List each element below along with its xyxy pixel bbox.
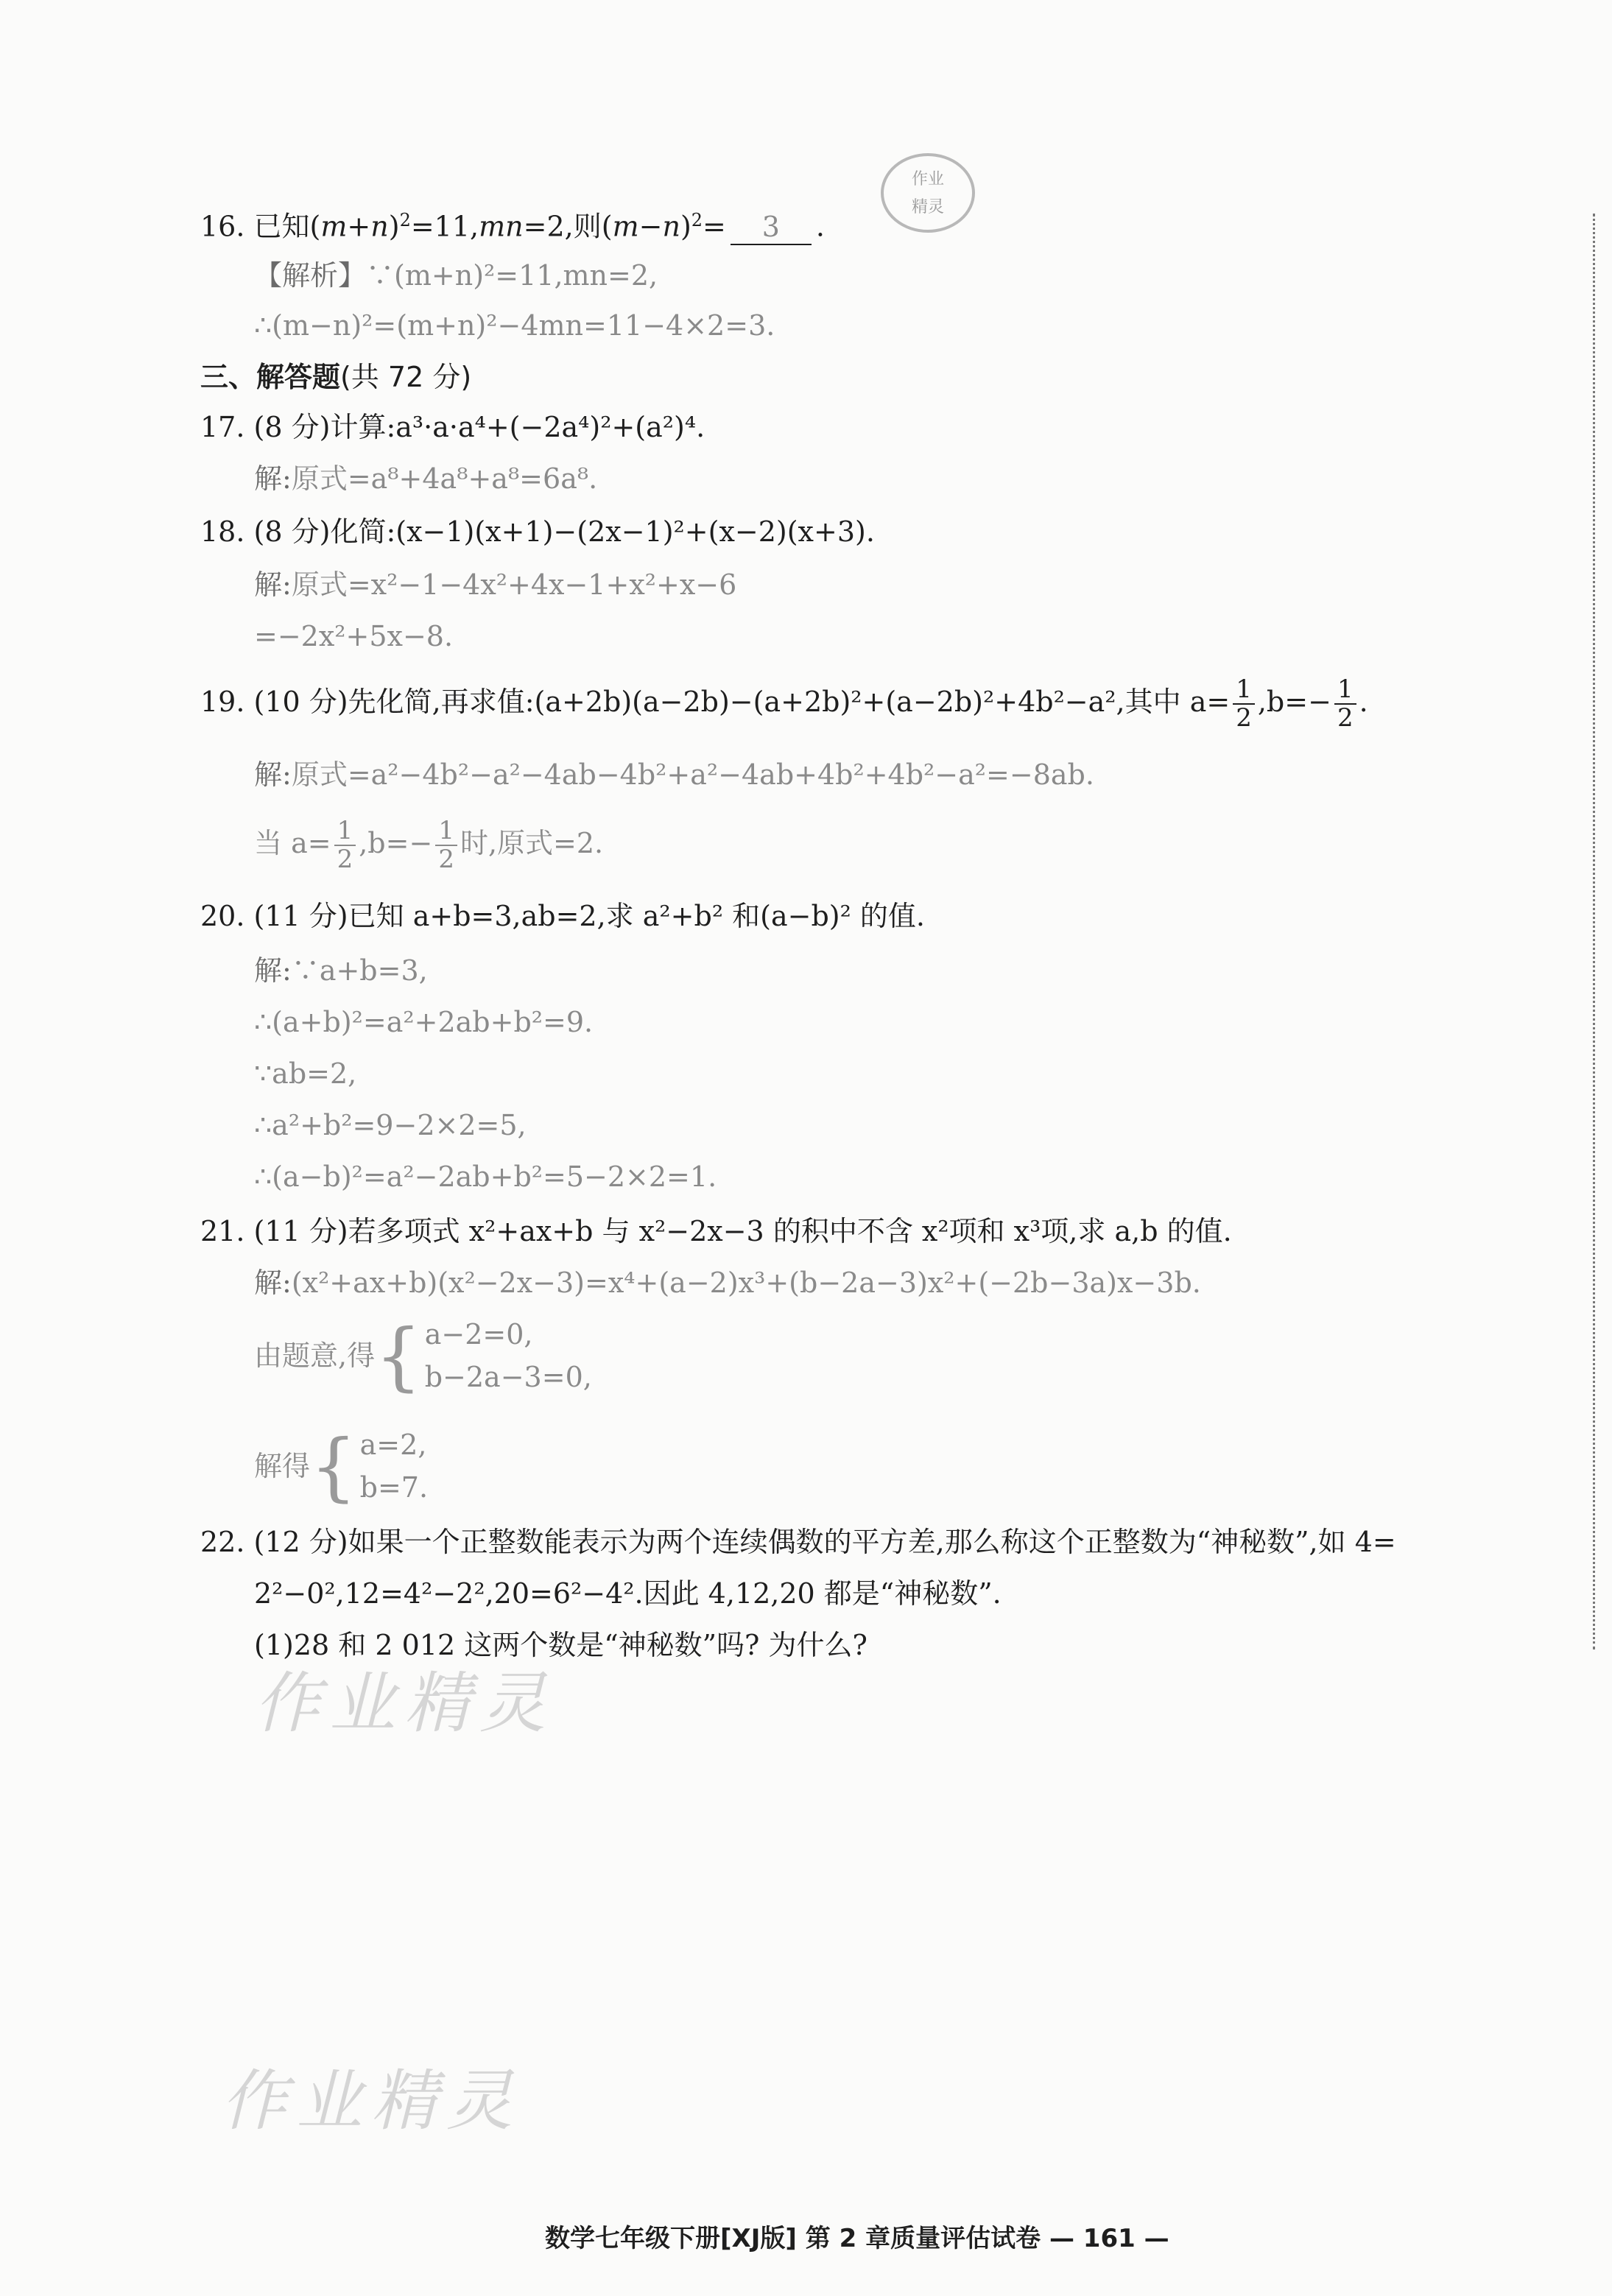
q21-sys2-brace: { [310, 1423, 357, 1510]
q21-text: (11 分)若多项式 x²+ax+b 与 x²−2x−3 的积中不含 x²项和 x³项,求 a,b 的值. [253, 1215, 1232, 1247]
q17-sol-tag: 解: [254, 462, 292, 495]
q18-line [200, 515, 875, 549]
q20-text: (11 分)已知 a+b=3,ab=2,求 a²+b² 和(a−b)² 的值. [253, 900, 925, 932]
q16-line: 16. 已知$(m+n)^2=11,mn=2$,则$(m-n)^2= 3$ . [200, 210, 825, 245]
q19-sol-text-1: 原式=a²−4b²−a²−4ab−4b²+a²−4ab+4b²+4b²−a²=−8ab. [291, 758, 1094, 791]
q19-line: 19. (10 分)先化简,再求值:(a+2b)(a−2b)−(a+2b)²+(a−2b)²+4b²−a²,其中 a= $\frac{1}{2}$ ,b=− $\frac{1}{2}$ . [200, 675, 1368, 733]
q20-sol-text-1: ∵a+b=3, [291, 954, 428, 987]
q19-text: (10 分)先化简,再求值:(a+2b)(a−2b)−(a+2b)²+(a−2b)²+4b²−a²,其中 a= [253, 685, 1231, 718]
q19-text-b: ,b=− [1257, 685, 1331, 718]
page-edge-dotted-line [1593, 214, 1595, 1649]
watermark-mid: 作业精灵 [254, 1665, 555, 1742]
q18-solution-2: =−2x²+5x−8. [254, 620, 454, 652]
q22-text-1: (12 分)如果一个正整数能表示为两个连续偶数的平方差,那么称这个正整数为“神秘数”,如 4= [253, 1526, 1396, 1558]
q19-frac-b: $\frac{1}{2}$ [1334, 676, 1356, 733]
q21-sys2-line2: b=7. [359, 1471, 429, 1504]
q19-sol-2c: 时,原式=2. [460, 826, 604, 859]
q18-sol-tag: 解: [254, 568, 292, 601]
q21-solution-1 [254, 1267, 1201, 1300]
q17-text: (8 分)计算:a³·a·a⁴+(−2a⁴)²+(a²)⁴. [253, 411, 705, 443]
q22-number: 22. [200, 1526, 245, 1558]
stamp-logo [869, 141, 987, 244]
q22-part-1: (1)28 和 2 012 这两个数是“神秘数”吗? 为什么? [254, 1629, 867, 1661]
page-footer: 数学七年级下册[XJ版] 第 2 章质量评估试卷 — 161 — [545, 2224, 1169, 2253]
q19-sol-2a: 当 a= [254, 826, 331, 859]
q16-analysis-tag: 【解析】 [254, 259, 367, 292]
q20-line [200, 900, 925, 934]
q20-solution-5: ∴(a−b)²=a²−2ab+b²=5−2×2=1. [254, 1161, 717, 1193]
q21-sys1-line2: b−2a−3=0, [424, 1360, 592, 1393]
q20-solution-4: ∴a²+b²=9−2×2=5, [254, 1109, 527, 1141]
q19-number: 19. [200, 685, 245, 718]
q17-sol-text: 原式=a⁸+4a⁸+a⁸=6a⁸. [291, 462, 598, 495]
q16-number: 16. [200, 210, 245, 243]
q17-number: 17. [200, 411, 245, 443]
section3-score: (共 72 分) [340, 361, 472, 393]
q16-text-a: 已知( [253, 210, 321, 243]
q17-solution [254, 462, 597, 496]
q19-sol-2b: ,b=− [359, 826, 433, 859]
watermark-bottom: 作业精灵 [221, 2063, 521, 2140]
q21-sol-text-1: (x²+ax+b)(x²−2x−3)=x⁴+(a−2)x³+(b−2a−3)x²+(−2b−3a)x−3b. [291, 1267, 1201, 1299]
q21-sys2-label: 解得 [254, 1449, 311, 1482]
q19-sol-tag: 解: [254, 758, 292, 791]
q16-analysis-1 [254, 259, 658, 293]
q19-sol-frac-b: $\frac{1}{2}$ [435, 817, 457, 874]
q16-text-d: =2,则( [523, 210, 613, 243]
stamp-text-bottom: 精灵 [911, 198, 945, 216]
q16-text-c: =11, [410, 210, 479, 243]
q20-solution-2: ∴(a+b)²=a²+2ab+b²=9. [254, 1006, 594, 1038]
q16-answer-blank: 3 [731, 211, 812, 246]
q20-solution-1 [254, 954, 428, 988]
q18-solution-1 [254, 568, 736, 602]
q22-text-2: 2²−0²,12=4²−2²,20=6²−4².因此 4,12,20 都是“神秘数”. [254, 1577, 1002, 1610]
q16-text-b: ) [388, 210, 400, 243]
q21-sol-tag: 解: [254, 1267, 292, 1299]
q21-sys2-line1: a=2, [359, 1429, 427, 1461]
q21-system-1 [254, 1312, 592, 1399]
section3-heading [200, 361, 471, 395]
q19-solution-1 [254, 758, 1094, 792]
q19-frac-a: $\frac{1}{2}$ [1233, 676, 1255, 733]
section3-title: 三、解答题 [200, 361, 341, 393]
q21-number: 21. [200, 1215, 245, 1247]
q21-sys1-label: 由题意,得 [254, 1339, 376, 1372]
q16-analysis-2: ∴(m−n)²=(m+n)²−4mn=11−4×2=3. [254, 309, 775, 342]
q19-sol-frac-a: $\frac{1}{2}$ [334, 817, 356, 874]
q18-number: 18. [200, 515, 245, 548]
q21-line [200, 1215, 1232, 1249]
q16-analysis-text-1: ∵(m+n)²=11,mn=2, [366, 259, 658, 292]
q20-number: 20. [200, 900, 245, 932]
q18-sol-text-1: 原式=x²−1−4x²+4x−1+x²+x−6 [291, 568, 737, 601]
stamp-text-top: 作业 [911, 170, 945, 189]
q16-text-e: = [703, 210, 726, 243]
q17-line [200, 411, 705, 445]
q18-text: (8 分)化简:(x−1)(x+1)−(2x−1)²+(x−2)(x+3). [253, 515, 875, 548]
q21-system-2 [254, 1423, 429, 1510]
q21-sys1-line1: a−2=0, [424, 1318, 533, 1351]
q21-sys1-brace: { [375, 1312, 422, 1399]
q19-solution-2 [254, 817, 603, 874]
q20-sol-tag: 解: [254, 954, 292, 987]
q22-line-1 [200, 1526, 1396, 1560]
q20-solution-3: ∵ab=2, [254, 1057, 357, 1090]
